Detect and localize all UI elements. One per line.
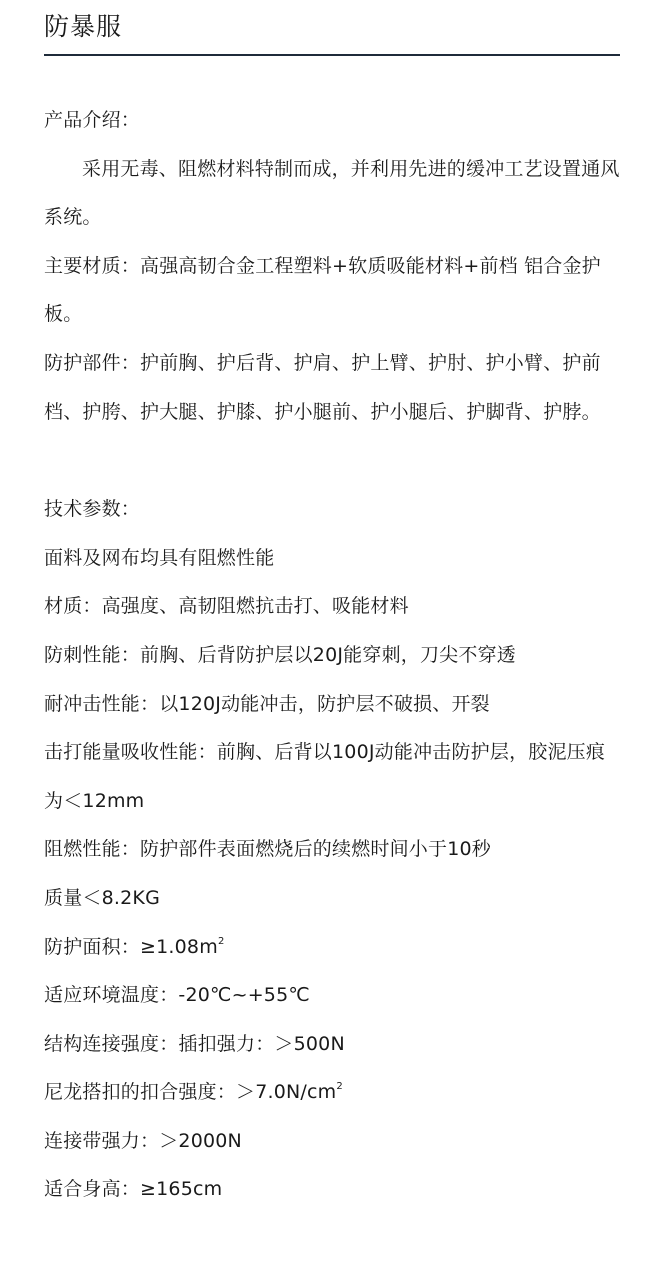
tech-strap: 连接带强力：＞2000N [44,1129,242,1152]
intro-section [44,96,620,436]
tech-buckle: 结构连接强度：插扣强力：＞500N [44,1032,345,1055]
tech-area-text: 防护面积：≥1.08m [44,935,218,958]
tech-weight: 质量＜8.2KG [44,886,160,909]
intro-materials: 主要材质：高强高韧合金工程塑料+软质吸能材料+前档 铝合金护板。 [44,254,601,326]
product-page [44,0,620,1214]
tech-area-superscript: 2 [217,935,225,947]
tech-heading: 技术参数： [44,498,141,521]
tech-velcro-text: 尼龙搭扣的扣合强度：＞7.0N/cm [44,1081,337,1104]
tech-height: 适合身高：≥165cm [44,1178,223,1201]
title-divider [44,54,620,56]
intro-description: 采用无毒、阻燃材料特制而成，并利用先进的缓冲工艺设置通风系统。 [44,157,620,229]
tech-fabric: 面料及网布均具有阻燃性能 [44,546,275,569]
page-title: 防暴服 [44,12,123,41]
tech-material: 材质：高强度、高韧阻燃抗击打、吸能材料 [44,595,409,618]
tech-flame: 阻燃性能：防护部件表面燃烧后的续燃时间小于10秒 [44,838,491,861]
tech-velcro-superscript: 2 [336,1081,343,1093]
tech-absorb: 击打能量吸收性能：前胸、后背以100J动能冲击防护层，胶泥压痕为＜12mm [44,741,606,812]
tech-stab: 防刺性能：前胸、后背防护层以20J能穿刺，刀尖不穿透 [44,643,516,666]
tech-temp: 适应环境温度：-20℃~+55℃ [44,984,310,1007]
tech-velcro [44,1068,620,1117]
tech-section [44,485,620,1214]
intro-heading: 产品介绍： [44,109,141,131]
tech-impact: 耐冲击性能：以120J动能冲击，防护层不破损、开裂 [44,692,490,715]
tech-area [44,923,620,972]
intro-parts: 防护部件：护前胸、护后背、护肩、护上臂、护肘、护小臂、护前档、护胯、护大腿、护膝、护小腿前、护小腿后、护脚背、护脖。 [44,351,601,423]
